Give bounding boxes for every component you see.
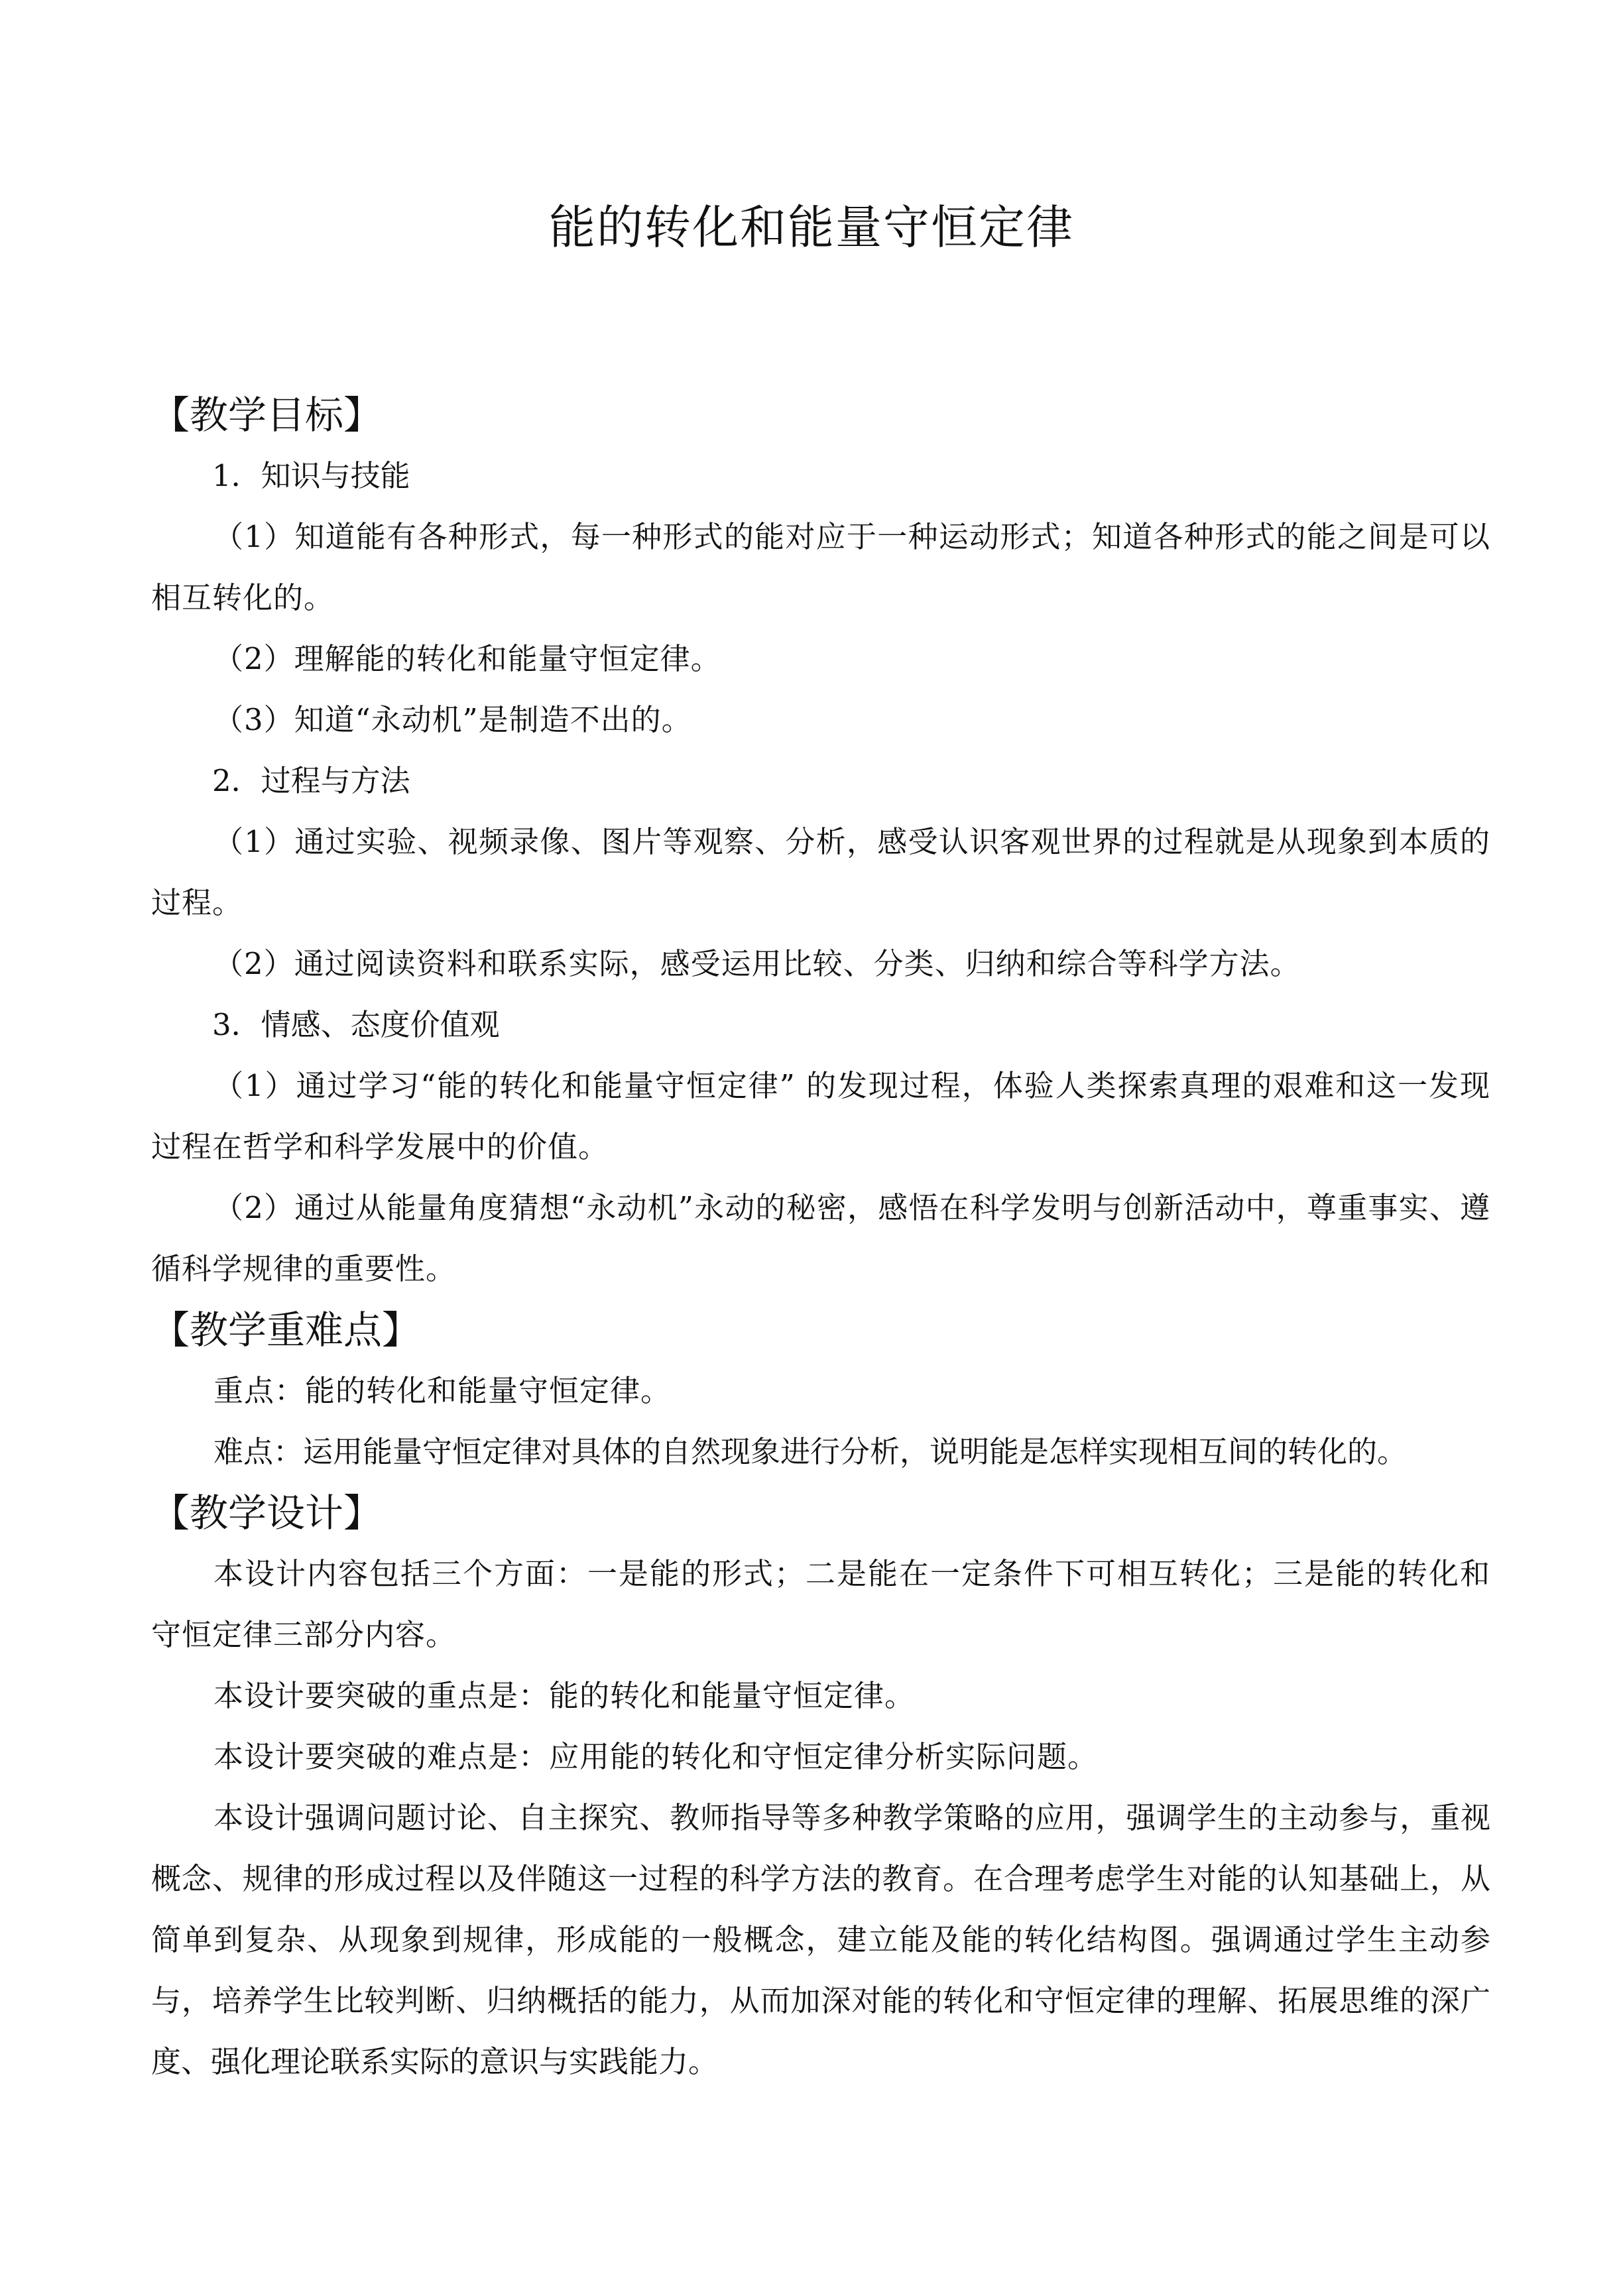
paragraph: （1）通过学习“能的转化和能量守恒定律” 的发现过程，体验人类探索真理的艰难和这一发现过程在哲学和科学发展中的价值。 xyxy=(151,1068,1490,1164)
paragraph: 本设计强调问题讨论、自主探究、教师指导等多种教学策略的应用，强调学生的主动参与，重视概念、规律的形成过程以及伴随这一过程的科学方法的教育。在合理考虑学生对能的认知基础上，从简单到复杂、从现象到规律，形成能的一般概念，建立能及能的转化结构图。强调通过学生主动参与，培养学生比较判断、归纳概括的能力，从而加深对能的转化和守恒定律的理解、拓展思维的深广度、强化理论联系实际的意识与实践能力。 xyxy=(151,1800,1490,2079)
section-heading-objectives: 【教学目标】 xyxy=(151,393,383,438)
paragraph-focus: 重点：能的转化和能量守恒定律。 xyxy=(213,1373,672,1408)
paragraph: （3）知道“永动机”是制造不出的。 xyxy=(213,702,692,737)
document-title: 能的转化和能量守恒定律 xyxy=(549,200,1074,255)
paragraph: （1）通过实验、视频录像、图片等观察、分析，感受认识客观世界的过程就是从现象到本质的过程。 xyxy=(151,824,1490,920)
paragraph: （2）通过从能量角度猜想“永动机”永动的秘密，感悟在科学发明与创新活动中，尊重事实、遵循科学规律的重要性。 xyxy=(151,1190,1490,1286)
paragraph: 本设计要突破的重点是：能的转化和能量守恒定律。 xyxy=(213,1678,916,1713)
document-body xyxy=(151,385,1490,2092)
paragraph-difficulty: 难点：运用能量守恒定律对具体的自然现象进行分析，说明能是怎样实现相互间的转化的。 xyxy=(213,1434,1408,1469)
paragraph: （1）知道能有各种形式，每一种形式的能对应于一种运动形式；知道各种形式的能之间是可以相互转化的。 xyxy=(151,519,1490,615)
section-heading-design: 【教学设计】 xyxy=(151,1490,383,1536)
paragraph: 本设计内容包括三个方面：一是能的形式；二是能在一定条件下可相互转化；三是能的转化和守恒定律三部分内容。 xyxy=(151,1556,1490,1652)
section-heading-key-points: 【教学重难点】 xyxy=(151,1307,421,1353)
paragraph: （2）理解能的转化和能量守恒定律。 xyxy=(213,641,721,676)
paragraph: 本设计要突破的难点是：应用能的转化和守恒定律分析实际问题。 xyxy=(213,1739,1099,1774)
subheading-attitude: 3．情感、态度价值观 xyxy=(212,1007,500,1042)
subheading-knowledge: 1．知识与技能 xyxy=(212,458,410,493)
paragraph: （2）通过阅读资料和联系实际，感受运用比较、分类、归纳和综合等科学方法。 xyxy=(213,946,1301,981)
subheading-process: 2．过程与方法 xyxy=(212,763,410,798)
